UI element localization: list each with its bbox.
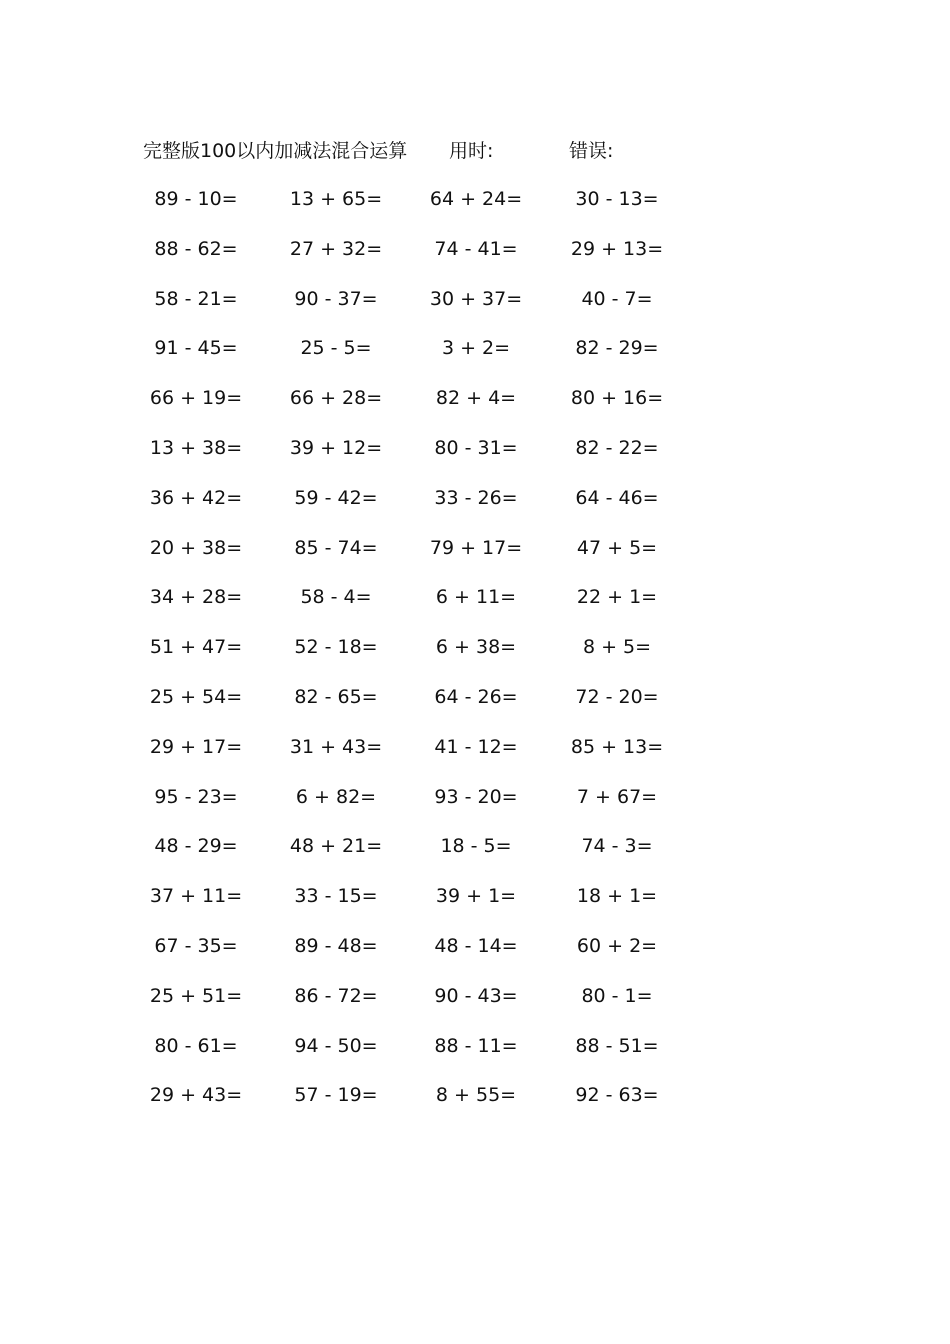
problem-item: 30 + 37= (429, 287, 523, 310)
problem-item: 93 - 20= (434, 785, 518, 808)
problem-item: 72 - 20= (575, 685, 659, 708)
problem-row (0, 932, 950, 982)
problem-row (0, 185, 950, 235)
problem-item: 25 - 5= (300, 337, 372, 360)
problem-row (0, 783, 950, 833)
problem-item: 60 + 2= (576, 934, 658, 957)
problem-row (0, 384, 950, 434)
problem-item: 51 + 47= (149, 636, 243, 659)
problem-item: 58 - 4= (300, 586, 372, 609)
problem-item: 48 + 21= (289, 835, 383, 858)
time-label: 用时: (449, 140, 494, 162)
problem-row (0, 534, 950, 584)
problem-row (0, 1081, 950, 1131)
problem-row (0, 334, 950, 384)
problem-item: 88 - 51= (575, 1034, 659, 1057)
problem-item: 39 + 12= (289, 436, 383, 459)
problem-item: 66 + 19= (149, 387, 243, 410)
problem-row (0, 882, 950, 932)
problem-row (0, 1032, 950, 1082)
problem-row (0, 583, 950, 633)
problem-item: 47 + 5= (576, 536, 658, 559)
problem-item: 80 - 1= (581, 984, 653, 1007)
problem-item: 36 + 42= (149, 486, 243, 509)
problem-item: 79 + 17= (429, 536, 523, 559)
problem-item: 85 - 74= (294, 536, 378, 559)
problem-item: 18 - 5= (440, 835, 512, 858)
problem-row (0, 285, 950, 335)
problem-row (0, 235, 950, 285)
problem-row (0, 982, 950, 1032)
problem-item: 80 - 61= (154, 1034, 238, 1057)
problem-item: 95 - 23= (154, 785, 238, 808)
problem-item: 48 - 14= (434, 934, 518, 957)
error-label: 错误: (569, 140, 614, 162)
problem-row (0, 832, 950, 882)
problem-item: 59 - 42= (294, 486, 378, 509)
problem-item: 33 - 26= (434, 486, 518, 509)
problem-grid (0, 185, 950, 1131)
problem-item: 86 - 72= (294, 984, 378, 1007)
problem-item: 82 - 65= (294, 685, 378, 708)
problem-item: 20 + 38= (149, 536, 243, 559)
problem-item: 7 + 67= (576, 785, 658, 808)
problem-item: 82 - 29= (575, 337, 659, 360)
problem-item: 80 + 16= (570, 387, 664, 410)
problem-item: 34 + 28= (149, 586, 243, 609)
problem-item: 6 + 38= (435, 636, 517, 659)
problem-item: 41 - 12= (434, 735, 518, 758)
problem-item: 89 - 10= (154, 188, 238, 210)
problem-item: 94 - 50= (294, 1034, 378, 1057)
problem-item: 64 - 26= (434, 685, 518, 708)
problem-item: 40 - 7= (581, 287, 653, 310)
problem-item: 88 - 62= (154, 237, 238, 260)
problem-item: 80 - 31= (434, 436, 518, 459)
problem-item: 30 - 13= (575, 188, 659, 210)
problem-row (0, 633, 950, 683)
problem-item: 3 + 2= (441, 337, 511, 360)
problem-item: 29 + 13= (570, 237, 664, 260)
problem-item: 25 + 54= (149, 685, 243, 708)
problem-row (0, 434, 950, 484)
problem-item: 29 + 17= (149, 735, 243, 758)
problem-item: 13 + 38= (149, 436, 243, 459)
problem-item: 27 + 32= (289, 237, 383, 260)
problem-item: 58 - 21= (154, 287, 238, 310)
problem-item: 48 - 29= (154, 835, 238, 858)
problem-item: 25 + 51= (149, 984, 243, 1007)
problem-item: 52 - 18= (294, 636, 378, 659)
problem-item: 64 - 46= (575, 486, 659, 509)
problem-item: 57 - 19= (294, 1084, 378, 1107)
problem-item: 88 - 11= (434, 1034, 518, 1057)
problem-item: 74 - 3= (581, 835, 653, 858)
problem-item: 64 + 24= (429, 188, 523, 210)
problem-item: 18 + 1= (576, 885, 658, 908)
problem-item: 67 - 35= (154, 934, 238, 957)
problem-item: 8 + 55= (435, 1084, 517, 1107)
problem-item: 37 + 11= (149, 885, 243, 908)
problem-item: 33 - 15= (294, 885, 378, 908)
problem-item: 13 + 65= (289, 188, 383, 210)
problem-item: 22 + 1= (576, 586, 658, 609)
problem-item: 29 + 43= (149, 1084, 243, 1107)
problem-item: 39 + 1= (435, 885, 517, 908)
problem-item: 90 - 43= (434, 984, 518, 1007)
worksheet-title: 完整版100以内加减法混合运算 (143, 140, 408, 162)
problem-item: 82 - 22= (575, 436, 659, 459)
problem-item: 6 + 82= (295, 785, 377, 808)
problem-row (0, 733, 950, 783)
problem-item: 31 + 43= (289, 735, 383, 758)
problem-row (0, 683, 950, 733)
problem-item: 91 - 45= (154, 337, 238, 360)
problem-item: 6 + 11= (435, 586, 517, 609)
problem-item: 90 - 37= (294, 287, 378, 310)
problem-item: 66 + 28= (289, 387, 383, 410)
problem-item: 8 + 5= (582, 636, 652, 659)
problem-row (0, 484, 950, 534)
problem-item: 92 - 63= (575, 1084, 659, 1107)
problem-item: 85 + 13= (570, 735, 664, 758)
problem-item: 82 + 4= (435, 387, 517, 410)
problem-item: 89 - 48= (294, 934, 378, 957)
problem-item: 74 - 41= (434, 237, 518, 260)
